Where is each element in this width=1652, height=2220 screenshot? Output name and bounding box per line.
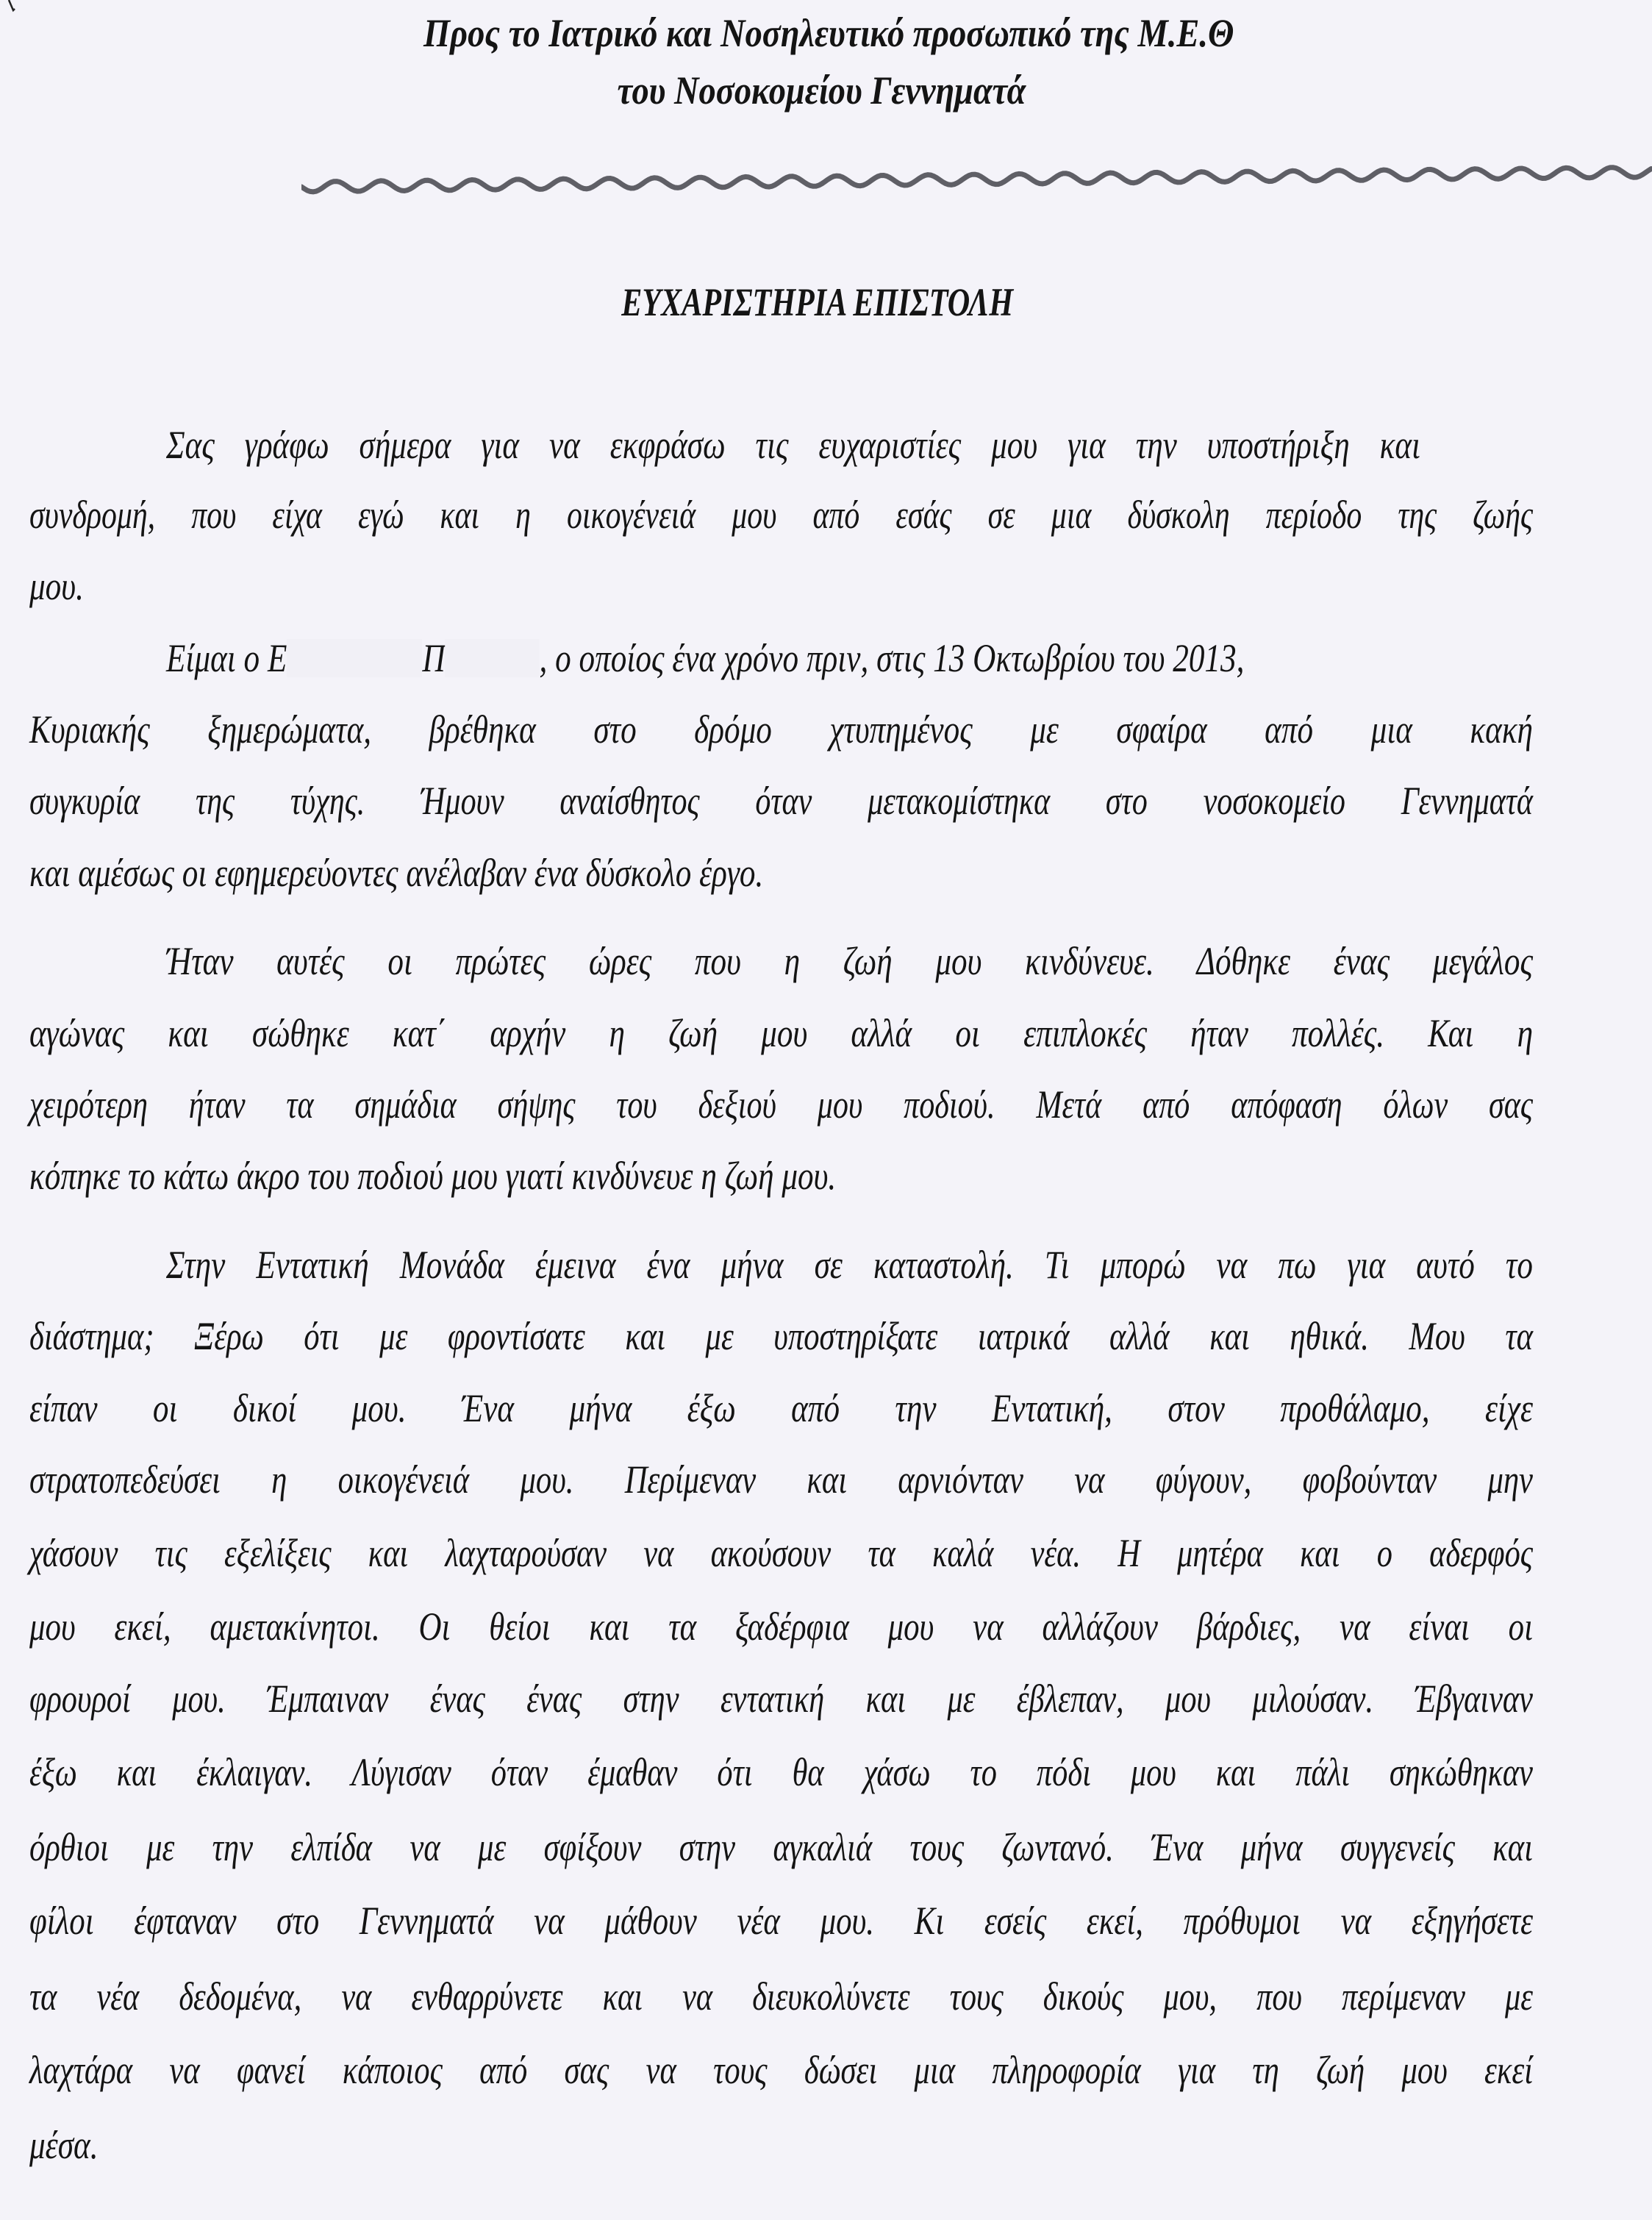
letter-line: λαχτάρα να φανεί κάποιος από σας να τους δώσει μια πληροφορία για τη ζωή μου εκεί [29,2048,1534,2092]
letter-line: είπαν οι δικοί μου. Ένα μήνα έξω από την Εντατική, στον προθάλαμο, είχε [29,1386,1533,1430]
letter-line: τα νέα δεδομένα, να ενθαρρύνετε και να διευκολύνετε τους δικούς μου, που περίμεναν με [29,1974,1533,2019]
intro-suffix: , ο οποίος ένα χρόνο πριν, στις 13 Οκτωβρίου του 2013, [539,636,1245,680]
recipient-line-1: Προς το Ιατρικό και Νοσηλευτικό προσωπικό της Μ.Ε.Θ [423,11,1234,55]
letter-line: Σας γράφω σήμερα για να εκφράσω τις ευχαριστίες μου για την υποστήριξη και [166,423,1420,467]
letter-line: μου εκεί, αμετακίνητοι. Οι θείοι και τα ξαδέρφια μου να αλλάζουν βάρδιες, να είναι οι [29,1605,1534,1649]
letter-line: Ήταν αυτές οι πρώτες ώρες που η ζωή μου κινδύνευε. Δόθηκε ένας μεγάλος [166,939,1533,983]
letter-line: και αμέσως οι εφημερεύοντες ανέλαβαν ένα δύσκολο έργο. [29,851,764,895]
letter-line: φίλοι έφταναν στο Γεννηματά να μάθουν νέα μου. Κι εσείς εκεί, πρόθυμοι να εξηγήσετε [29,1899,1534,1943]
letter-line: διάστημα; Ξέρω ότι με φροντίσατε και με υποστηρίξατε ιατρικά αλλά και ηθικά. Μου τα [29,1314,1534,1358]
letter-heading: ΕΥΧΑΡΙΣΤΗΡΙΑ ΕΠΙΣΤΟΛΗ [621,280,1014,324]
letter-line: φρουροί μου. Έμπαιναν ένας ένας στην εντατική και με έβλεπαν, μου μιλούσαν. Έβγαιναν [29,1677,1533,1721]
letter-line: όρθιοι με την ελπίδα να με σφίξουν στην αγκαλιά τους ζωντανό. Ένα μήνα συγγενείς και [29,1825,1533,1869]
letter-line: συγκυρία της τύχης. Ήμουν αναίσθητος όταν μετακομίστηκα στο νοσοκομείο Γεννηματά [29,779,1534,823]
letter-line-intro [166,638,1244,678]
intro-surname-initial: Π [422,636,446,680]
letter-line: έξω και έκλαιγαν. Λύγισαν όταν έμαθαν ότι θα χάσω το πόδι μου και πάλι σηκώθηκαν [29,1750,1533,1794]
letter-line: αγώνας και σώθηκε κατ΄ αρχήν η ζωή μου αλλά οι επιπλοκές ήταν πολλές. Και η [29,1011,1533,1055]
letter-line: στρατοπεδεύσει η οικογένειά μου. Περίμεναν και αρνιόνταν να φύγουν, φοβούνταν μην [29,1457,1533,1502]
recipient-line-2: του Νοσοκομείου Γεννηματά [617,68,1026,113]
intro-prefix: Είμαι ο Ε [166,636,287,680]
letter-line: Κυριακής ξημερώματα, βρέθηκα στο δρόμο χτυπημένος με σφαίρα από μια κακή [29,707,1533,752]
letter-line: συνδρομή, που είχα εγώ και η οικογένειά μου από εσάς σε μια δύσκολη περίοδο της ζωής [29,493,1533,537]
letter-line: μου. [29,564,84,608]
redacted-first-name [287,639,422,677]
redacted-surname [446,639,540,677]
wavy-divider [301,163,1652,196]
letter-line: χειρότερη ήταν τα σημάδια σήψης του δεξιού μου ποδιού. Μετά από απόφαση όλων σας [29,1082,1534,1127]
letter-line: χάσουν τις εξελίξεις και λαχταρούσαν να ακούσουν τα καλά νέα. Η μητέρα και ο αδερφός [29,1531,1534,1575]
letter-line: μέσα. [29,2123,99,2167]
letter-line: Στην Εντατική Μονάδα έμεινα ένα μήνα σε καταστολή. Τι μπορώ να πω για αυτό το [166,1243,1533,1287]
letter-line: κόπηκε το κάτω άκρο του ποδιού μου γιατί κινδύνευε η ζωή μου. [29,1154,837,1198]
pen-stroke-mark [6,0,28,29]
